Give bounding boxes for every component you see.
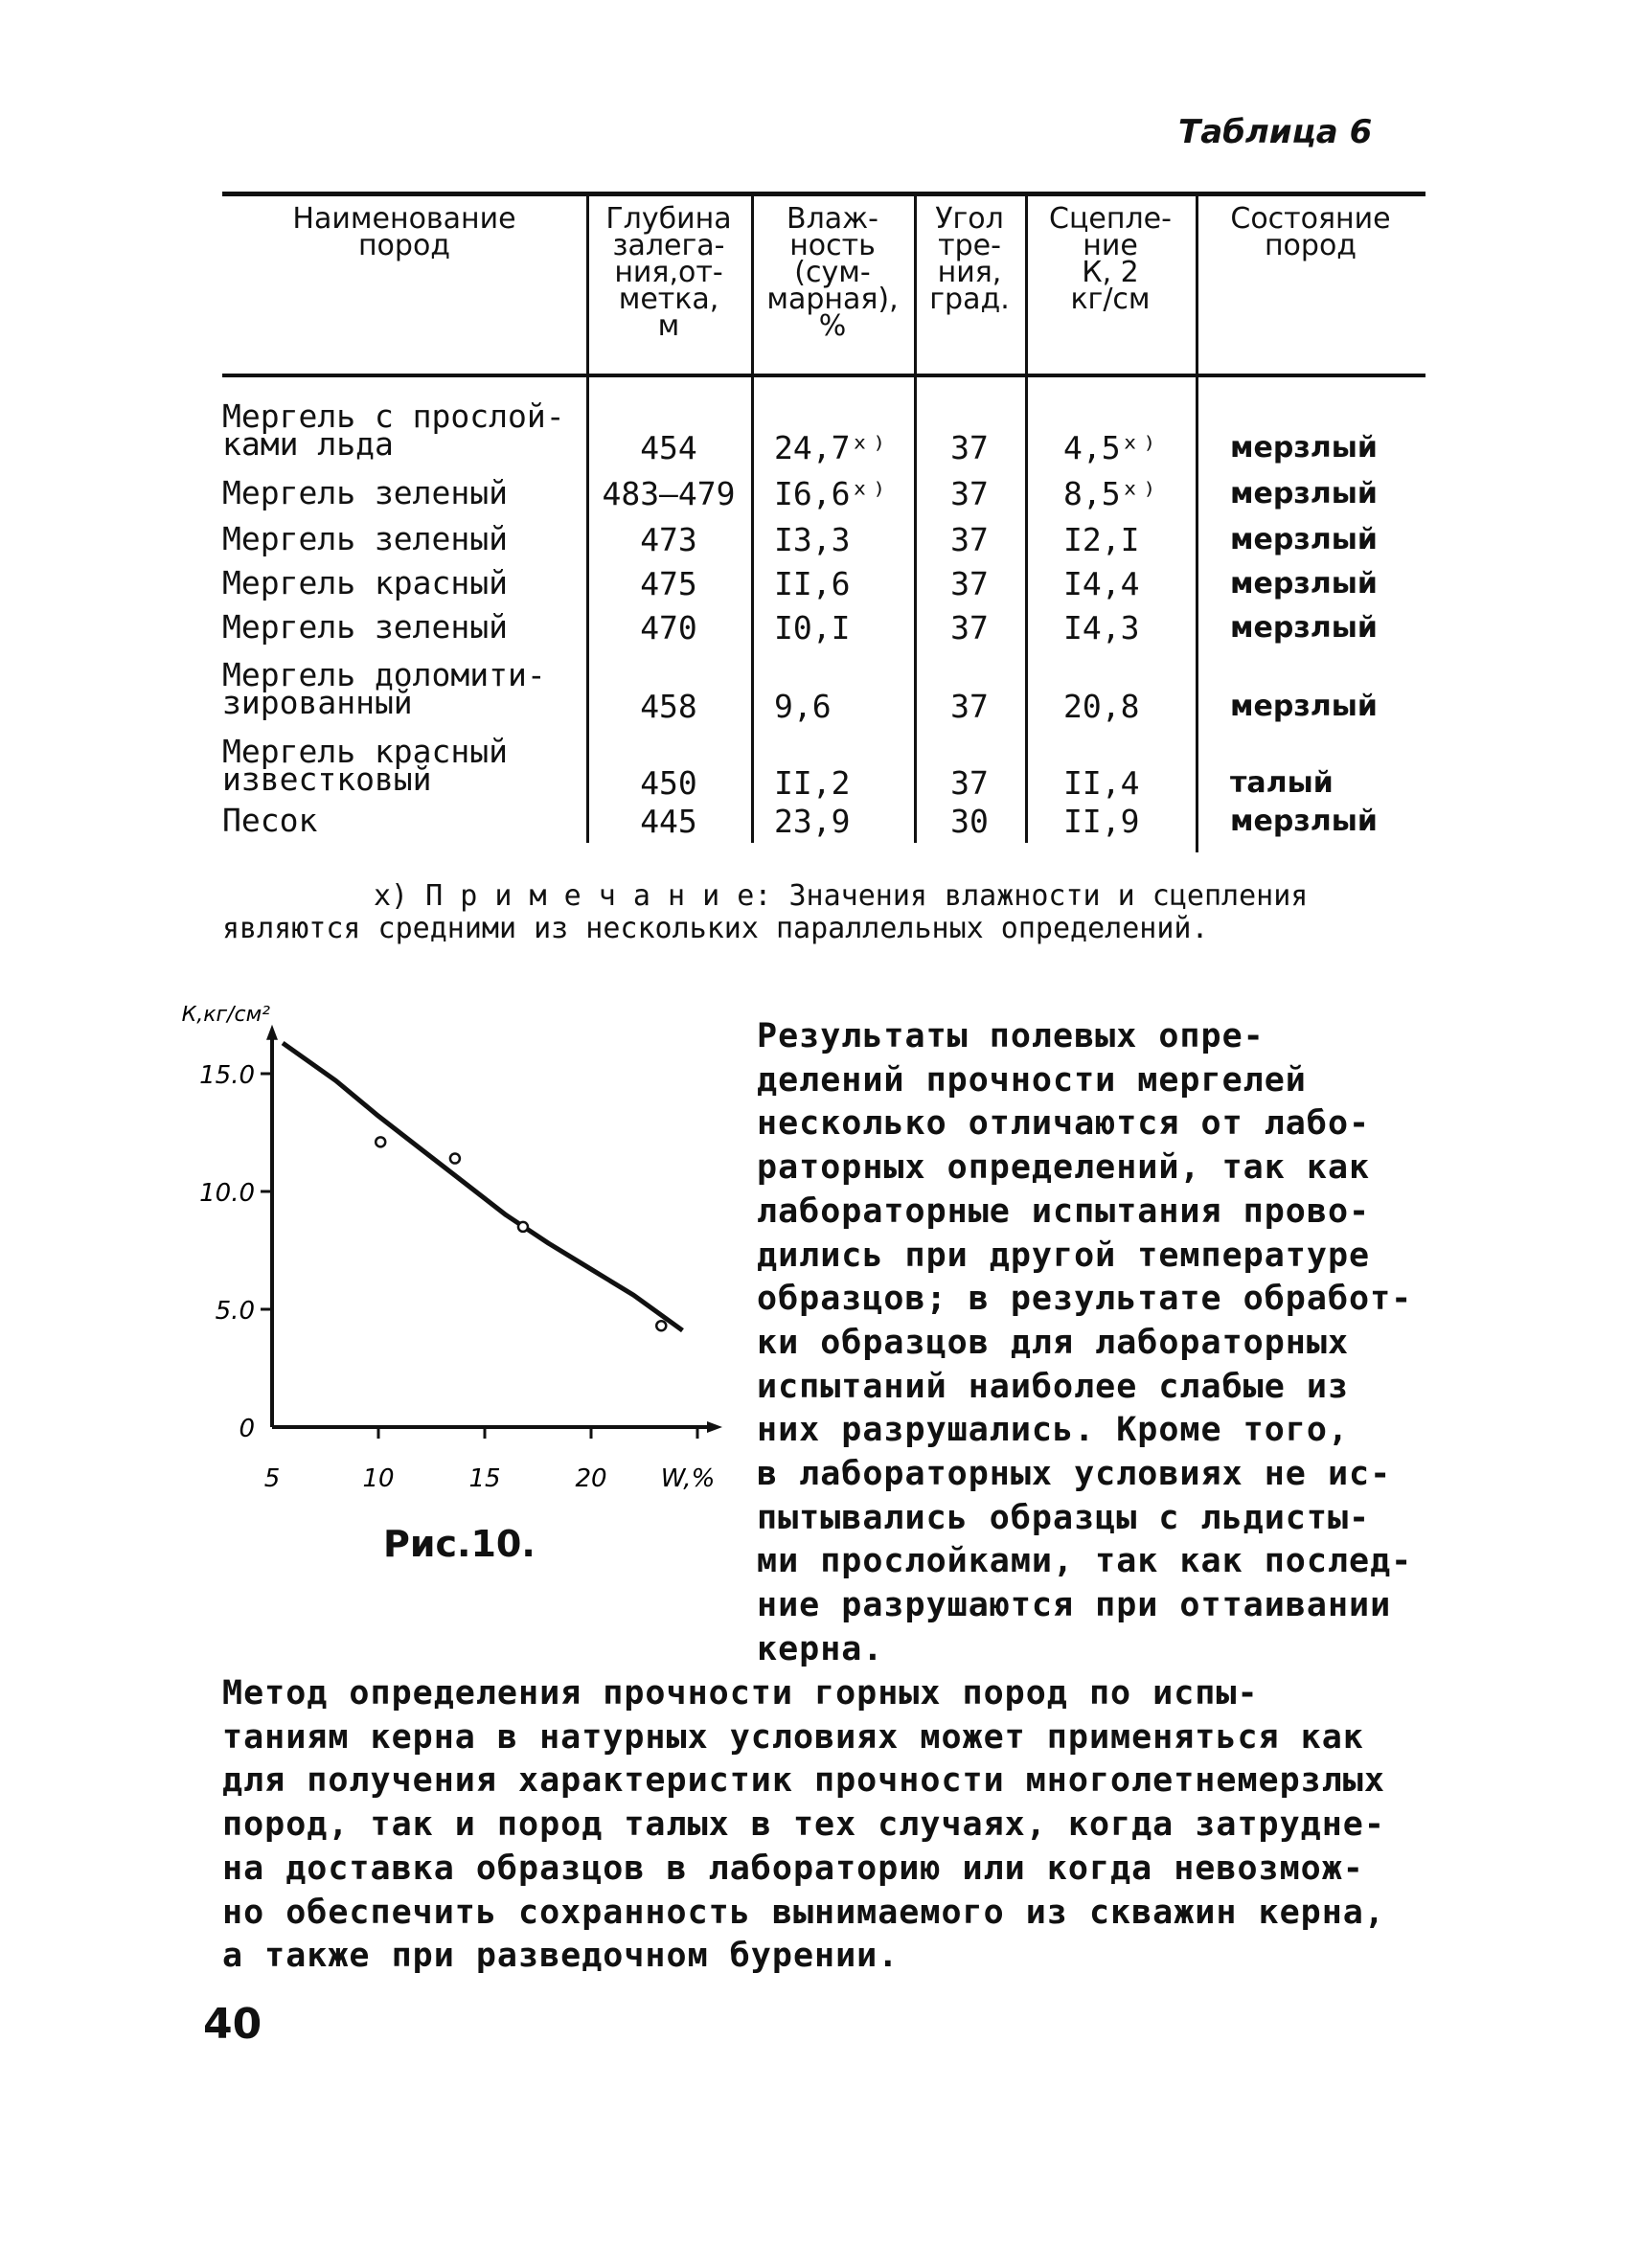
- table-cell-angle: 37: [950, 688, 989, 725]
- table-cell-depth: 470: [640, 609, 697, 646]
- data-point: [656, 1321, 666, 1330]
- table-cell-name: Мергель с прослой- ками льда: [222, 397, 565, 463]
- table-cell-angle: 30: [950, 803, 989, 840]
- table-cell-cohesion: II,9: [1063, 803, 1140, 840]
- table-note: х) П р и м е ч а н и е: Значения влажности и сцепления: [374, 879, 1309, 913]
- table-cell-cohesion: I2,I: [1063, 521, 1140, 558]
- table-cell-state: мерзлый: [1230, 523, 1378, 556]
- table-cell-name: Мергель зеленый: [222, 520, 509, 557]
- table-cell-moisture: 23,9: [774, 803, 851, 840]
- side-text-line: пытывались образцы с льдисты-: [757, 1498, 1371, 1537]
- table-rule: [222, 374, 1425, 377]
- x-tick-label: W,%: [660, 1464, 716, 1493]
- main-text-line: а также при разведочном бурении.: [222, 1937, 900, 1976]
- table-cell-depth: 458: [640, 688, 697, 725]
- table-cell-state: мерзлый: [1230, 477, 1378, 510]
- main-text-line: пород, так и пород талых в тех случаях, когда затрудне-: [222, 1805, 1385, 1845]
- main-text-line: на доставка образцов в лабораторию или когда невозмож-: [222, 1848, 1364, 1888]
- side-text-line: несколько отличаются от лабо-: [757, 1104, 1371, 1144]
- main-text-line: таниям керна в натурных условиях может применяться как: [222, 1717, 1364, 1757]
- table-header-3: Угол тре- ния, град.: [929, 202, 1010, 316]
- side-text-line: лабораторные испытания прово-: [757, 1191, 1371, 1231]
- table-cell-state: мерзлый: [1230, 567, 1378, 601]
- table-cell-state: талый: [1230, 766, 1334, 800]
- y-axis-arrow: [266, 1025, 278, 1040]
- y-axis-label: К,кг/см²: [181, 1006, 270, 1027]
- table-cell-state: мерзлый: [1230, 690, 1378, 723]
- table-header-5: Состояние пород: [1230, 202, 1391, 262]
- table-header-2: Влаж- ность (сум- марная), %: [766, 202, 899, 343]
- table-cell-cohesion: 4,5ˣ⁾: [1063, 429, 1159, 466]
- main-text-line: но обеспечить сохранность вынимаемого из скважин керна,: [222, 1893, 1385, 1932]
- table-cell-moisture: I6,6ˣ⁾: [774, 475, 889, 512]
- table-cell-moisture: I3,3: [774, 521, 851, 558]
- data-point: [376, 1137, 385, 1146]
- chart-svg: [172, 1006, 766, 1504]
- x-tick-label: 5: [263, 1464, 281, 1493]
- table-caption: Таблица 6: [1178, 113, 1373, 151]
- table-rule: [222, 192, 1425, 196]
- y-tick-label: 10.0: [199, 1179, 255, 1208]
- y-tick-label: 0: [239, 1415, 255, 1443]
- table-cell-state: мерзлый: [1230, 805, 1378, 838]
- side-text-line: Результаты полевых опре-: [757, 1017, 1265, 1055]
- table-cell-name: Мергель красный известковый: [222, 733, 509, 798]
- side-text-line: керна.: [757, 1629, 884, 1668]
- table-cell-depth: 450: [640, 764, 697, 802]
- main-paragraph: [222, 1672, 1468, 1979]
- side-text-line: дились при другой температуре: [757, 1236, 1371, 1275]
- side-text-line: делений прочности мергелей: [757, 1060, 1307, 1100]
- table-cell-cohesion: 8,5ˣ⁾: [1063, 475, 1159, 512]
- table-cell-depth: 483–479: [602, 475, 736, 512]
- table-cell-name: Мергель красный: [222, 564, 509, 601]
- table-cell-depth: 473: [640, 521, 697, 558]
- table-cell-angle: 37: [950, 521, 989, 558]
- y-tick-label: 15.0: [199, 1061, 255, 1090]
- table-cell-cohesion: I4,4: [1063, 565, 1140, 602]
- main-text-line: Метод определения прочности горных пород по испы-: [222, 1674, 1259, 1712]
- table-cell-angle: 37: [950, 429, 989, 466]
- side-text-line: них разрушались. Кроме того,: [757, 1411, 1350, 1450]
- table-cell-name: Мергель зеленый: [222, 474, 509, 511]
- table-cell-moisture: II,6: [774, 565, 851, 602]
- table-cell-cohesion: II,4: [1063, 764, 1140, 802]
- table-cell-angle: 37: [950, 609, 989, 646]
- side-text-line: ние разрушаются при оттаивании: [757, 1586, 1392, 1625]
- x-axis-arrow: [707, 1421, 722, 1433]
- x-tick-label: 10: [362, 1464, 395, 1493]
- figure-caption: Рис.10.: [383, 1523, 536, 1565]
- page-number: 40: [203, 2000, 262, 2049]
- table-cell-moisture: 9,6: [774, 688, 832, 725]
- side-text-line: испытаний наиболее слабые из: [757, 1367, 1350, 1406]
- side-text-line: ми прослойками, так как послед-: [757, 1542, 1413, 1581]
- table-cell-depth: 454: [640, 429, 697, 466]
- table-cell-state: мерзлый: [1230, 431, 1378, 465]
- side-text-line: образцов; в результате обработ-: [757, 1280, 1413, 1319]
- table-column-rule: [1196, 196, 1198, 852]
- table-cell-moisture: I0,I: [774, 609, 851, 646]
- main-text-line: для получения характеристик прочности многолетнемерзлых: [222, 1761, 1385, 1801]
- table-cell-cohesion: I4,3: [1063, 609, 1140, 646]
- table-cell-angle: 37: [950, 764, 989, 802]
- y-tick-label: 5.0: [215, 1297, 255, 1326]
- table-cell-moisture: II,2: [774, 764, 851, 802]
- side-paragraph: [757, 1015, 1485, 1672]
- side-text-line: ки образцов для лабораторных: [757, 1323, 1350, 1362]
- data-point: [450, 1154, 460, 1164]
- table-cell-angle: 37: [950, 565, 989, 602]
- side-text-line: в лабораторных условиях не ис-: [757, 1455, 1392, 1494]
- side-text-line: раторных определений, так как: [757, 1148, 1371, 1188]
- table-cell-name: Мергель доломити- зированный: [222, 656, 546, 721]
- table-header-0: Наименование пород: [292, 202, 516, 262]
- table-cell-name: Мергель зеленый: [222, 608, 509, 646]
- table-cell-name: Песок: [222, 802, 318, 839]
- table-cell-state: мерзлый: [1230, 611, 1378, 645]
- table-cell-angle: 37: [950, 475, 989, 512]
- table-header-4: Сцепле- ние К, 2 кг/см: [1049, 202, 1172, 316]
- table-header-1: Глубина залега- ния,от- метка, м: [605, 202, 732, 343]
- x-tick-label: 15: [468, 1464, 501, 1493]
- table-cell-cohesion: 20,8: [1063, 688, 1140, 725]
- x-tick-label: 20: [575, 1464, 607, 1493]
- table-note-continued: являются средними из нескольких параллельных определений.: [222, 912, 1209, 945]
- data-point: [518, 1222, 528, 1232]
- table-cell-moisture: 24,7ˣ⁾: [774, 429, 889, 466]
- figure-chart: [172, 1006, 766, 1508]
- table-cell-depth: 445: [640, 803, 697, 840]
- series-curve: [283, 1043, 682, 1330]
- table-cell-depth: 475: [640, 565, 697, 602]
